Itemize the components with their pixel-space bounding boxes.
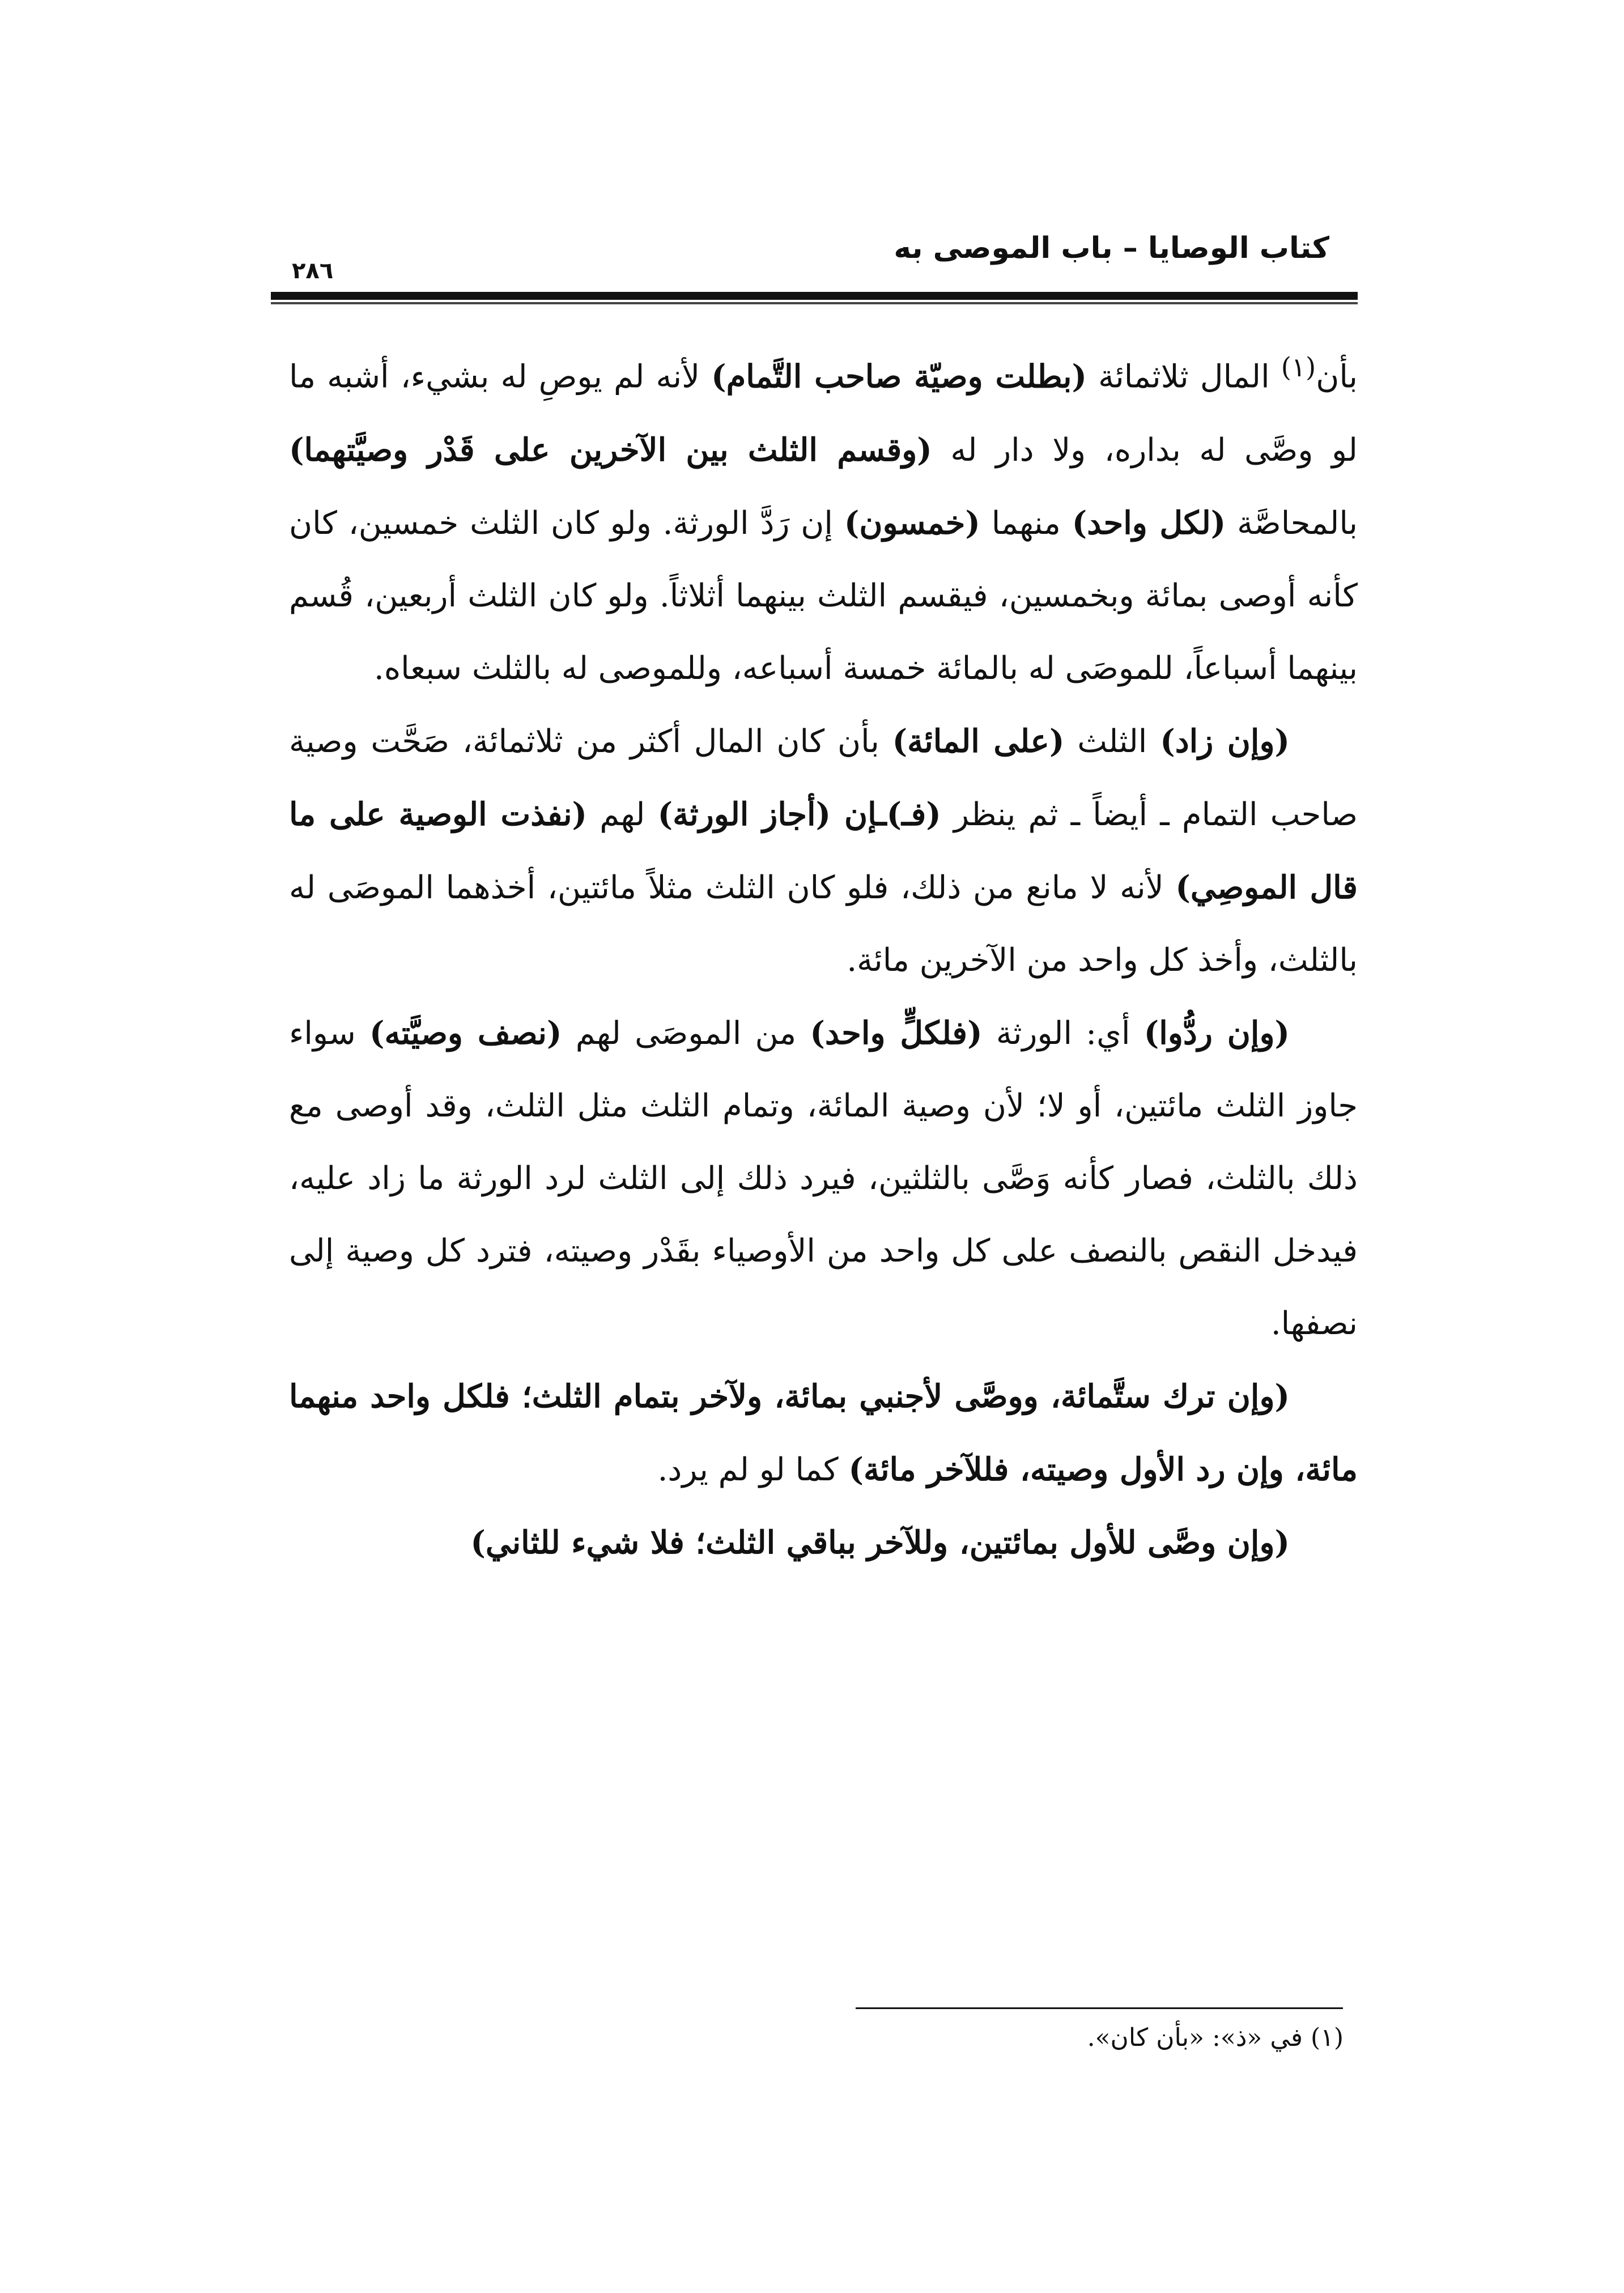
text-run: سواء جاوز الثلث مائتين، أو لا؛ لأن وصية المائة، وتمام الثلث مثل الثلث، وقد أوصى مع ذلك بالثلث، فصار كأنه وَصَّى بالثلثين، فيرد ذلك إلى الثلث لرد الورثة ما زاد عليه، فيدخل النقص بالنصف على كل واحد من الأوصياء بقَدْر وصيته، فترد كل وصية إلى نصفها. xyxy=(289,1014,1358,1342)
matn-text: (وإن ترك ستَّمائة، ووصَّى لأجنبي بمائة، ولآخر بتمام الثلث؛ فلكل واحد منهما مائة، وإن رد الأول وصيته، فللآخر مائة) xyxy=(289,1377,1358,1488)
running-header-title: كتاب الوصايا – باب الموصى به xyxy=(894,231,1329,265)
matn-text: (نفذت الوصية على ما قال الموصِي) xyxy=(289,795,1358,906)
text-run: لأنه لم يوصِ له بشيء، أشبه ما لو وصَّى له بداره، ولا دار له xyxy=(289,358,1358,469)
paragraph-4 xyxy=(289,1360,1358,1506)
text-run: أي: الورثة xyxy=(982,1014,1144,1052)
matn-text: (بطلت وصيّة صاحب التَّمام) xyxy=(711,358,1087,396)
text-run: إن رَدَّ الورثة. ولو كان الثلث خمسين، كان كأنه أوصى بمائة وبخمسين، فيقسم الثلث بينهما أثلاثاً. ولو كان الثلث أربعين، قُسم بينهما أسباعاً، للموصَى له بالمائة خمسة أسباعه، وللموصى له بالثلث سبعاه. xyxy=(289,504,1358,687)
matn-text: (فلكلٍّ واحد) xyxy=(810,1014,983,1052)
page-number: ٢٨٦ xyxy=(292,258,334,284)
matn-text: (وإن ردُّوا) xyxy=(1143,1014,1290,1052)
text-run: بالمحاصَّة xyxy=(1226,504,1358,542)
header-rule xyxy=(271,292,1358,300)
text-run: المال ثلاثمائة xyxy=(1087,358,1281,396)
text-run: لهم xyxy=(587,796,658,833)
matn-text: (لكل واحد) xyxy=(1072,504,1226,542)
text-run: بأن كان المال أكثر من ثلاثمائة، صَحَّت وصية صاحب التمام ـ أيضاً ـ ثم ينظر xyxy=(289,723,1358,833)
footnote-separator xyxy=(856,2007,1343,2009)
paragraph-1 xyxy=(289,332,1358,705)
paragraph-3 xyxy=(289,997,1358,1360)
text-run: كما لو لم يرد. xyxy=(657,1451,849,1488)
matn-text: (نصف وصيَّته) xyxy=(369,1014,562,1052)
matn-text: (خمسون) xyxy=(844,504,980,542)
text-run: منهما xyxy=(980,504,1072,542)
paragraph-5 xyxy=(289,1506,1358,1579)
matn-text: (فـ)ـإن (أجاز الورثة) xyxy=(657,795,941,833)
header-rule-thin xyxy=(271,302,1358,304)
text-run: بأن xyxy=(1316,358,1358,396)
matn-text: (وإن زاد) xyxy=(1160,722,1290,760)
matn-text: (وإن وصَّى للأول بمائتين، وللآخر بباقي الثلث؛ فلا شيء للثاني) xyxy=(470,1523,1290,1561)
text-run: لأنه لا مانع من ذلك، فلو كان الثلث مثلاً مائتين، أخذهما الموصَى له بالثلث، وأخذ كل واحد من الآخرين مائة. xyxy=(289,869,1358,979)
paragraph-2 xyxy=(289,705,1358,997)
text-run: الثلث xyxy=(1064,723,1160,760)
main-text xyxy=(289,332,1358,1579)
text-run: من الموصَى لهم xyxy=(562,1014,810,1052)
footnote: (١) في «ذ»: «بأن كان». xyxy=(1087,2023,1344,2052)
matn-text: (وقسم الثلث بين الآخرين على قَدْر وصيَّتهما) xyxy=(289,431,932,469)
matn-text: (على المائة) xyxy=(892,722,1065,760)
footnote-marker: (١) xyxy=(1281,353,1316,383)
